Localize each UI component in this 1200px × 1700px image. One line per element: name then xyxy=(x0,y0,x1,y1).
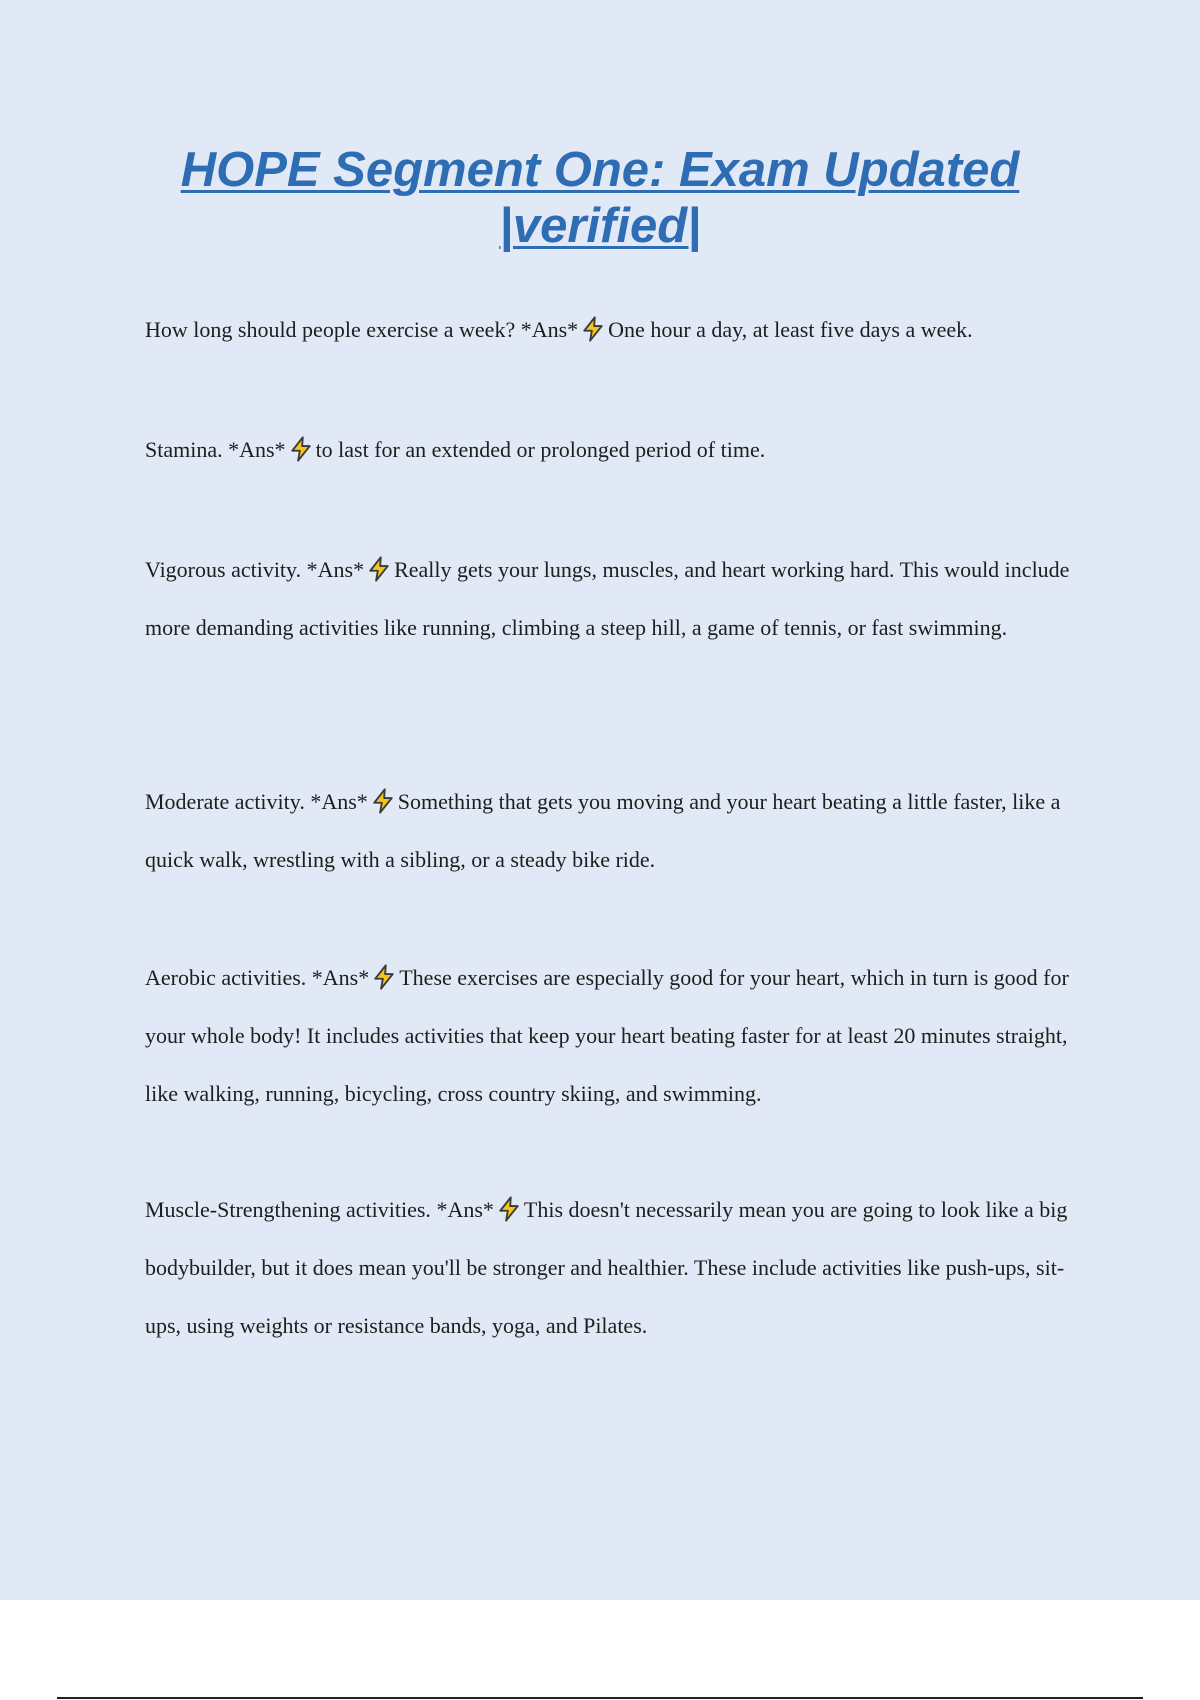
answer-marker: *Ans* xyxy=(228,437,286,462)
question-text: Aerobic activities. xyxy=(145,965,307,990)
lightning-bolt-icon xyxy=(495,1195,523,1223)
lightning-bolt-icon xyxy=(579,315,607,343)
answer-marker: *Ans* xyxy=(306,557,365,582)
lightning-bolt-icon xyxy=(370,963,398,991)
answer-text: This doesn't necessarily mean you are going to look like a big bodybuilder, but it does mean you'll be stronger and healthier. These include activities like push-ups, sit-ups, using weights or resistance bands, yoga, and Pilates. xyxy=(145,1197,1068,1338)
lightning-bolt-icon xyxy=(365,555,393,583)
answer-marker: *Ans* xyxy=(520,317,579,342)
question-text: Muscle-Strengthening activities. xyxy=(145,1197,431,1222)
qa-item-4 xyxy=(145,773,1095,889)
answer-marker: *Ans* xyxy=(310,789,368,814)
qa-item-5 xyxy=(145,949,1095,1123)
question-text: Vigorous activity. xyxy=(145,557,302,582)
document-title: HOPE Segment One: Exam Updated |verified| xyxy=(180,143,1020,253)
answer-text: One hour a day, at least five days a week. xyxy=(608,317,973,342)
answer-marker: *Ans* xyxy=(311,965,370,990)
question-text: Stamina. xyxy=(145,437,223,462)
answer-text: Really gets your lungs, muscles, and heart working hard. This would include more demanding activities like running, climbing a steep hill, a game of tennis, or fast swimming. xyxy=(145,557,1070,640)
answer-text: to last for an extended or prolonged period of time. xyxy=(315,437,766,462)
question-text: How long should people exercise a week? xyxy=(145,317,516,342)
lightning-bolt-icon xyxy=(369,787,397,815)
answer-marker: *Ans* xyxy=(436,1197,494,1222)
lightning-bolt-icon xyxy=(287,435,315,463)
qa-item-3 xyxy=(145,541,1095,657)
qa-item-6 xyxy=(145,1181,1095,1355)
question-text: Moderate activity. xyxy=(145,789,305,814)
qa-item-1 xyxy=(145,301,1095,359)
answer-text: These exercises are especially good for your heart, which in turn is good for your whole body! It includes activities that keep your heart beating faster for at least 20 minutes straight, like walking, running, bicycling, cross country skiing, and swimming. xyxy=(145,965,1069,1106)
footer-divider xyxy=(57,1697,1143,1699)
answer-text: Something that gets you moving and your heart beating a little faster, like a quick walk, wrestling with a sibling, or a steady bike ride. xyxy=(145,789,1061,872)
qa-item-2 xyxy=(145,421,1095,479)
